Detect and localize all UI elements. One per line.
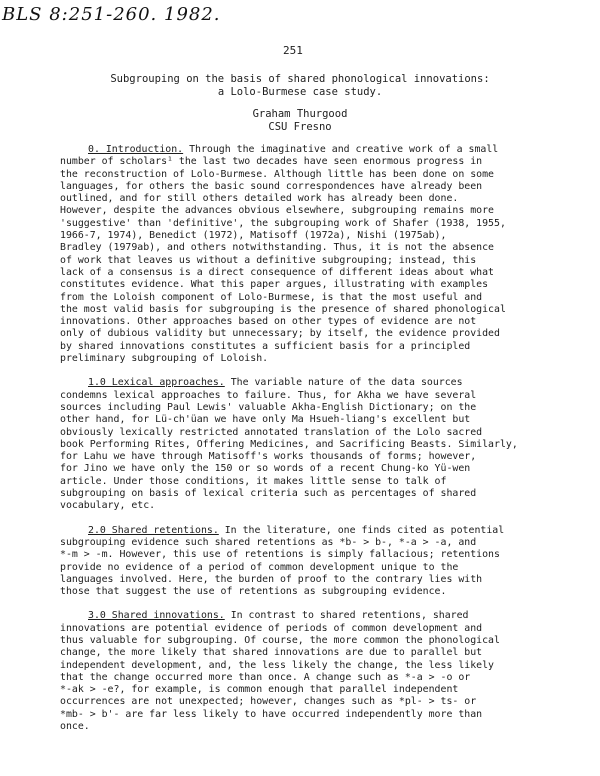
line-text: *mb- > b'- are far less likely to have occurred independently more than — [60, 708, 483, 720]
paragraph-line — [60, 414, 570, 426]
paragraph-line — [60, 476, 570, 488]
line-text: Through the imaginative and creative work of a small — [183, 144, 499, 155]
line-text: the reconstruction of Lolo-Burmese. Although little has been done on some — [60, 168, 495, 180]
line-text: subgrouping on basis of lexical criteria such as percentages of shared — [60, 488, 477, 500]
paragraph-line — [60, 230, 570, 242]
paragraph-line — [60, 696, 570, 708]
line-text: outlined, and for still others detailed work has already been done. — [60, 193, 459, 205]
paragraph-line — [60, 525, 570, 537]
paragraph-line — [60, 562, 570, 574]
paragraph-line — [60, 292, 570, 304]
line-text: *-ak > -e?, for example, is common enough that parallel independent — [60, 684, 459, 696]
paragraph-1 — [60, 377, 570, 512]
paragraph-line — [60, 549, 570, 561]
paragraph-line — [60, 586, 570, 598]
line-text: book Performing Rites, Offering Medicines, and Sacrificing Beasts. Similarly, — [60, 438, 518, 450]
paragraph-line — [60, 623, 570, 635]
line-text: However, despite the advances obvious elsewhere, subgrouping remains more — [60, 205, 495, 217]
line-text: that the change occurred more than once. A change such as *-a > -o or — [60, 671, 471, 683]
paragraph-line — [60, 144, 570, 156]
paragraph-line — [60, 463, 570, 475]
line-text: condemns lexical approaches to failure. Thus, for Akha we have several — [60, 389, 477, 401]
paper-title-line-1: Subgrouping on the basis of shared phonological innovations: — [110, 73, 490, 85]
line-text: *-m > -m. However, this use of retentions is simply fallacious; retentions — [60, 549, 500, 561]
paragraph-line — [60, 279, 570, 291]
line-text: 'suggestive' than 'definitive', the subgrouping work of Shafer (1938, 1955, — [60, 217, 506, 229]
paragraph-line — [60, 647, 570, 659]
line-text: In contrast to shared retentions, shared — [224, 610, 469, 622]
paragraph-line — [60, 193, 570, 205]
line-text: sources including Paul Lewis' valuable Akha-English Dictionary; on the — [60, 401, 477, 413]
line-text: those that suggest the use of retentions as subgrouping evidence. — [60, 586, 447, 598]
paragraph-line — [60, 672, 570, 684]
paragraph-line — [60, 390, 570, 402]
line-text: independent development, and, the less likely the change, the less likely — [60, 659, 495, 671]
paragraph-line — [60, 169, 570, 181]
line-text: other hand, for Lü-ch'üan we have only Ma Hsueh-liang's excellent but — [60, 414, 471, 426]
line-text: constitutes evidence. What this paper argues, illustrating with examples — [60, 279, 489, 291]
author-affiliation: CSU Fresno — [268, 121, 332, 133]
paragraph-line — [60, 242, 570, 254]
line-text: lack of a consensus is a direct consequence of different ideas about what — [60, 266, 495, 278]
paragraph-line — [60, 709, 570, 721]
paragraph-line — [60, 500, 570, 512]
line-text: once. — [60, 721, 90, 733]
section-heading: 1.0 Lexical approaches. — [88, 377, 225, 389]
paper-title-line-2: a Lolo-Burmese case study. — [217, 86, 383, 98]
line-text: by shared innovations constitutes a sufficient basis for a principled — [60, 340, 471, 352]
paragraph-line — [60, 156, 570, 168]
paragraph-line — [60, 439, 570, 451]
line-text: 1966-7, 1974), Benedict (1972), Matisoff (1972a), Nishi (1975ab), — [60, 230, 447, 242]
line-text: In the literature, one finds cited as potential — [218, 524, 505, 536]
line-text: for Jino we have only the 150 or so words of a recent Chung-ko Yü-wen — [60, 463, 471, 475]
line-text: for Lahu we have through Matisoff's works thousands of forms; however, — [60, 451, 477, 463]
line-text: innovations are potential evidence of periods of common development and — [60, 622, 483, 634]
paragraph-line — [60, 574, 570, 586]
line-text: only of dubious validity but unnecessary; by itself, the evidence provided — [60, 328, 500, 340]
paragraph-line — [60, 377, 570, 389]
paragraph-line — [60, 205, 570, 217]
line-text: from the Loloish component of Lolo-Burmese, is that the most useful and — [60, 291, 483, 303]
paragraph-0 — [60, 144, 570, 365]
paragraph-line — [60, 341, 570, 353]
line-text: languages, for others the basic sound correspondences have already been — [60, 180, 483, 192]
line-text: obviously lexically restricted annotated translation of the Lolo sacred — [60, 426, 483, 438]
line-text: vocabulary, etc. — [60, 500, 156, 512]
handwritten-citation: BLS 8:251-260. 1982. — [2, 4, 221, 25]
paragraph-line — [60, 328, 570, 340]
line-text: change, the more likely that shared innovations are due to parallel but — [60, 647, 483, 659]
line-text: thus valuable for subgrouping. Of course, the more common the phonological — [60, 634, 500, 646]
line-text: languages involved. Here, the burden of proof to the contrary lies with — [60, 573, 483, 585]
author-name: Graham Thurgood — [252, 108, 348, 120]
paragraph-line — [60, 635, 570, 647]
paragraph-line — [60, 721, 570, 733]
line-text: occurrences are not unexpected; however, changes such as *pl- > ts- or — [60, 696, 477, 708]
paragraph-line — [60, 488, 570, 500]
paragraph-line — [60, 537, 570, 549]
section-heading: 3.0 Shared innovations. — [88, 610, 225, 622]
line-text: the most valid basis for subgrouping is the presence of shared phonological — [60, 303, 506, 315]
paragraph-line — [60, 451, 570, 463]
paragraph-line — [60, 304, 570, 316]
line-text: article. Under those conditions, it makes little sense to talk of — [60, 475, 447, 487]
paragraph-line — [60, 181, 570, 193]
page-number: 251 — [283, 44, 303, 57]
paragraph-line — [60, 255, 570, 267]
line-text: preliminary subgrouping of Loloish. — [60, 353, 269, 365]
line-text: number of scholars¹ the last two decades have seen enormous progress in — [60, 156, 483, 168]
line-text: The variable nature of the data sources — [224, 377, 463, 389]
paragraph-line — [60, 316, 570, 328]
paragraph-line — [60, 353, 570, 365]
section-heading: 2.0 Shared retentions. — [88, 524, 219, 536]
section-heading: 0. Introduction. — [88, 144, 184, 155]
paragraph-line — [60, 267, 570, 279]
paper-body — [60, 144, 570, 745]
line-text: provide no evidence of a period of common development unique to the — [60, 561, 459, 573]
line-text: of work that leaves us without a definitive subgrouping; instead, this — [60, 254, 477, 266]
line-text: Bradley (1979ab), and others notwithstanding. Thus, it is not the absence — [60, 242, 495, 254]
line-text: subgrouping evidence such shared retentions as *b- > b-, *-a > -a, and — [60, 536, 477, 548]
paragraph-line — [60, 218, 570, 230]
paragraph-line — [60, 660, 570, 672]
line-text: innovations. Other approaches based on other types of evidence are not — [60, 316, 477, 328]
paragraph-2 — [60, 525, 570, 599]
paragraph-line — [60, 610, 570, 622]
paragraph-3 — [60, 610, 570, 733]
paragraph-line — [60, 684, 570, 696]
paragraph-line — [60, 427, 570, 439]
paragraph-line — [60, 402, 570, 414]
